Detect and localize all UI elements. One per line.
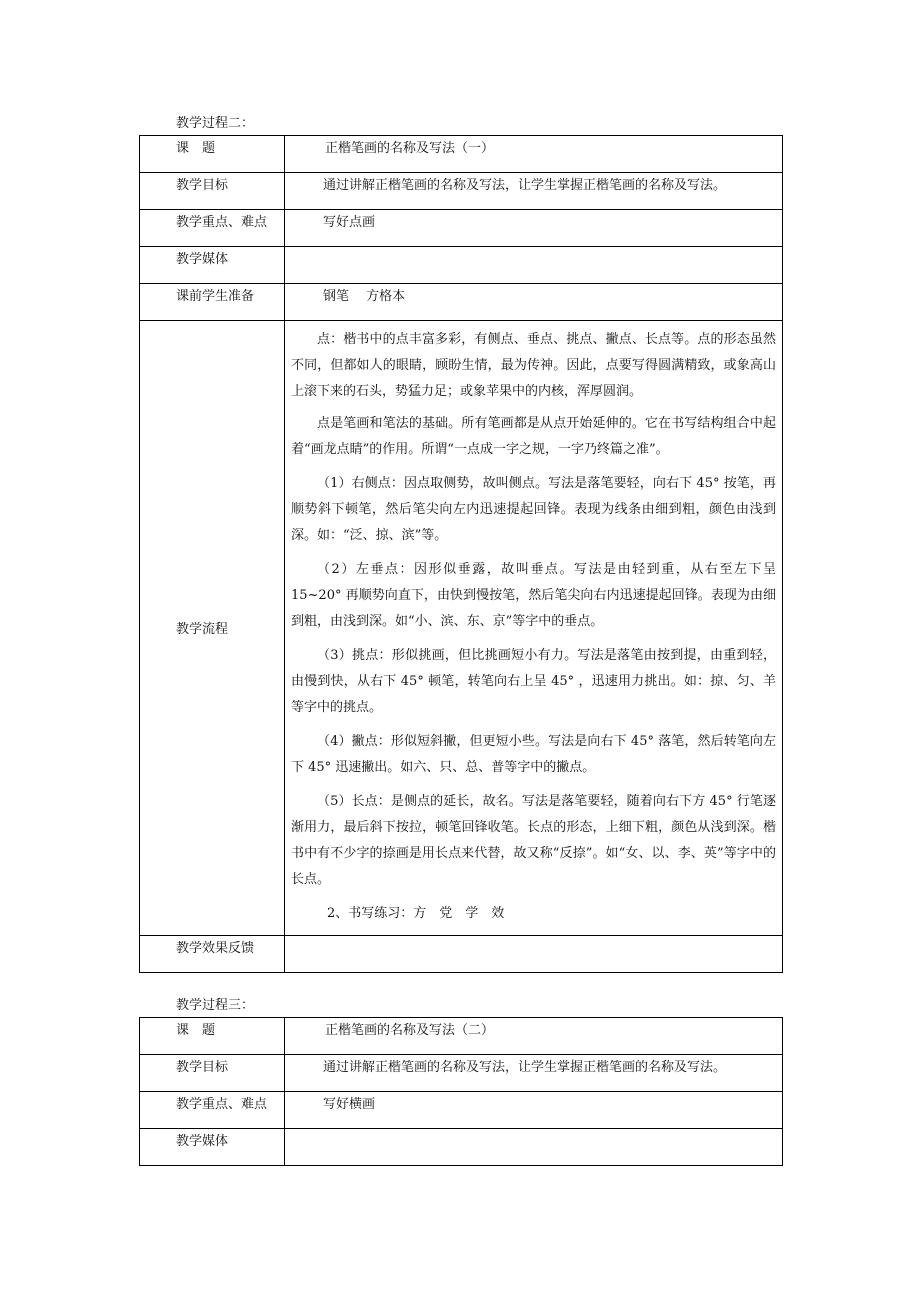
row-flow xyxy=(140,321,783,936)
value-topic: 正楷笔画的名称及写法（一） xyxy=(285,136,783,173)
label-prep: 课前学生准备 xyxy=(140,284,285,321)
row-media xyxy=(140,1129,783,1166)
label-key-points: 教学重点、难点 xyxy=(140,1092,285,1129)
value-goal: 通过讲解正楷笔画的名称及写法，让学生掌握正楷笔画的名称及写法。 xyxy=(285,173,783,210)
lesson-table-2 xyxy=(139,135,783,973)
label-goal: 教学目标 xyxy=(140,173,285,210)
row-prep xyxy=(140,284,783,321)
value-topic: 正楷笔画的名称及写法（二） xyxy=(285,1018,783,1055)
flow-paragraph: 点：楷书中的点丰富多彩，有侧点、垂点、挑点、撇点、长点等。点的形态虽然不同，但都如人的眼睛，顾盼生情，最为传神。因此，点要写得圆满精致，或象高山上滚下来的石头，势猛力足；或象苹果中的内核，浑厚圆润。 xyxy=(291,332,776,399)
flow-paragraph: 点是笔画和笔法的基础。所有笔画都是从点开始延伸的。它在书写结构组合中起着“画龙点睛”的作用。所谓“一点成一字之规，一字乃终篇之准”。 xyxy=(291,416,776,457)
flow-paragraph: （5）长点：是侧点的延长，故名。写法是落笔要轻，随着向右下方 45° 行笔逐渐用力，最后斜下按拉，顿笔回锋收笔。长点的形态，上细下粗，颜色从浅到深。楷书中有不少字的捺画是用长点来代替，故又称“反捺”。如“女、以、李、英”等字中的长点。 xyxy=(291,794,776,887)
section-3-heading: 教学过程三： xyxy=(176,998,255,1013)
label-media: 教学媒体 xyxy=(140,1129,285,1166)
practice-line: 2、书写练习：方 党 学 效 xyxy=(327,906,505,921)
value-key-points: 写好点画 xyxy=(285,210,783,247)
flow-paragraph: （3）挑点：形似挑画，但比挑画短小有力。写法是落笔由按到提，由重到轻，由慢到快，从右下 45° 顿笔，转笔向右上呈 45° ，迅速用力挑出。如：掠、匀、羊等字中的挑点。 xyxy=(291,648,776,715)
flow-paragraph: （4）撇点：形似短斜撇，但更短小些。写法是向右下 45° 落笔，然后转笔向左下 45° 迅速撇出。如六、只、总、普等字中的撇点。 xyxy=(291,734,776,775)
row-topic xyxy=(140,1018,783,1055)
row-media xyxy=(140,247,783,284)
value-media xyxy=(285,1129,783,1166)
row-key-points xyxy=(140,210,783,247)
label-topic: 课 题 xyxy=(140,136,285,173)
flow-paragraph: （1）右侧点：因点取侧势，故叫侧点。写法是落笔要轻，向右下 45° 按笔，再顺势斜下顿笔，然后笔尖向左内迅速提起回锋。表现为线条由细到粗，颜色由浅到深。如：“泛、掠、滨”等。 xyxy=(291,476,776,543)
row-key-points xyxy=(140,1092,783,1129)
row-feedback xyxy=(140,936,783,973)
section-2-heading: 教学过程二： xyxy=(176,116,255,131)
value-prep: 钢笔 方格本 xyxy=(285,284,783,321)
value-feedback xyxy=(285,936,783,973)
label-flow: 教学流程 xyxy=(140,321,285,936)
label-feedback: 教学效果反馈 xyxy=(140,936,285,973)
value-key-points: 写好横画 xyxy=(285,1092,783,1129)
label-key-points: 教学重点、难点 xyxy=(140,210,285,247)
label-topic: 课 题 xyxy=(140,1018,285,1055)
flow-paragraph: （2）左垂点：因形似垂露，故叫垂点。写法是由轻到重，从右至左下呈 15~20° 再顺势向直下，由快到慢按笔，然后笔尖向右内迅速提起回锋。表现为由细到粗，由浅到深。如“小、滨、东、京”等字中的垂点。 xyxy=(291,562,776,629)
flow-content xyxy=(285,321,783,936)
label-media: 教学媒体 xyxy=(140,247,285,284)
label-goal: 教学目标 xyxy=(140,1055,285,1092)
row-goal xyxy=(140,1055,783,1092)
value-media xyxy=(285,247,783,284)
row-goal xyxy=(140,173,783,210)
value-goal: 通过讲解正楷笔画的名称及写法，让学生掌握正楷笔画的名称及写法。 xyxy=(285,1055,783,1092)
lesson-table-3 xyxy=(139,1017,783,1166)
row-topic xyxy=(140,136,783,173)
